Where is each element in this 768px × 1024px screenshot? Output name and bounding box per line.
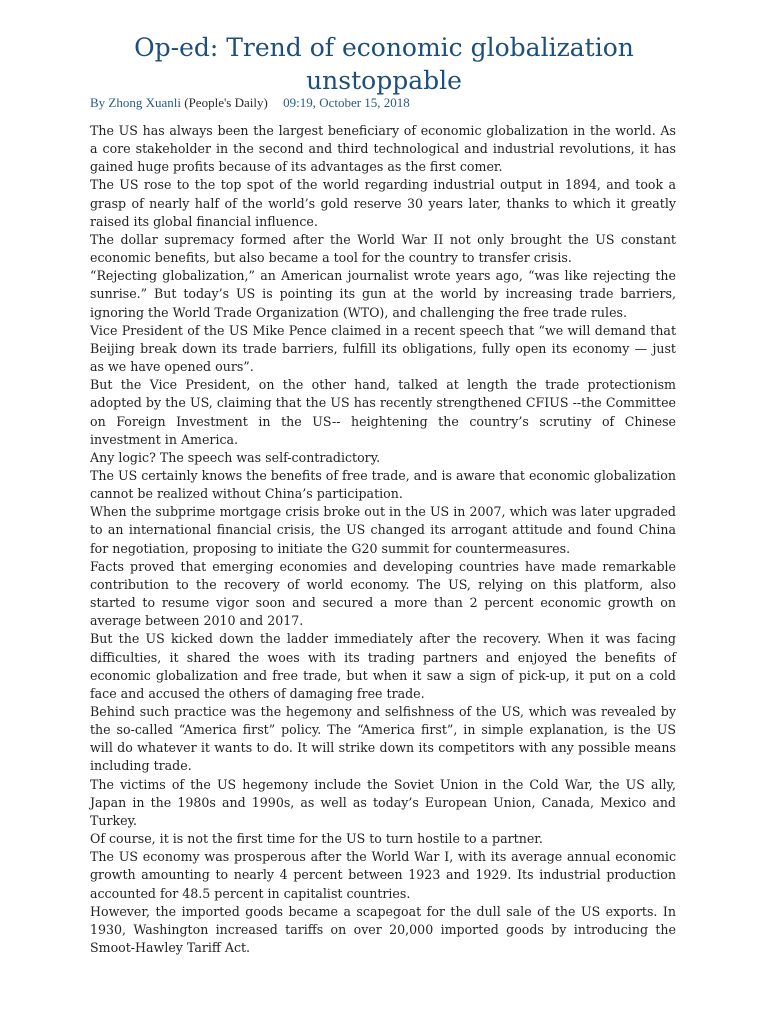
article-paragraph: Facts proved that emerging economies and developing countries have made remarkable contribution to the recovery of world economy. The US, relying on this platform, also started to resume vigor soon and secured a more than 2 percent economic growth on average between 2010 and 2017. [90, 558, 676, 629]
article-paragraph: The US certainly knows the benefits of free trade, and is aware that economic globalization cannot be realized without China’s participation. [90, 467, 676, 502]
article-byline [90, 95, 410, 111]
article-paragraph: When the subprime mortgage crisis broke out in the US in 2007, which was later upgraded to an international financial crisis, the US changed its arrogant attitude and found China for negotiation, proposing to initiate the G20 summit for countermeasures. [90, 504, 676, 556]
byline-source: (People's Daily) [184, 95, 268, 110]
article-title: Op-ed: Trend of economic globalization unstoppable [134, 33, 634, 95]
article-paragraph: The US has always been the largest beneficiary of economic globalization in the world. As a core stakeholder in the second and third technological and industrial revolutions, it has gained huge profits because of its advantages as the first comer. [90, 123, 676, 175]
article-paragraph: However, the imported goods became a scapegoat for the dull sale of the US exports. In 1930, Washington increased tariffs on over 20,000 imported goods by introducing the Smoot-Hawley Tariff Act. [90, 903, 676, 956]
article-paragraph: The US economy was prosperous after the World War I, with its average annual economic growth amounting to nearly 4 percent between 1923 and 1929. Its industrial production accounted for 48.5 percent in capitalist countries. [90, 849, 676, 901]
article-paragraph: “Rejecting globalization,” an American journalist wrote years ago, “was like rejecting the sunrise.” But today’s US is pointing its gun at the world by increasing trade barriers, ignoring the World Trade Organization (WTO), and challenging the free trade rules. [90, 268, 676, 320]
article-paragraph: The victims of the US hegemony include the Soviet Union in the Cold War, the US ally, Japan in the 1980s and 1990s, as well as today’s European Union, Canada, Mexico and Turkey. [90, 776, 676, 828]
article-paragraph: Of course, it is not the first time for the US to turn hostile to a partner. [90, 831, 543, 847]
byline-timestamp: 09:19, October 15, 2018 [283, 95, 410, 110]
article-paragraph: But the US kicked down the ladder immediately after the recovery. When it was facing difficulties, it shared the woes with its trading partners and enjoyed the benefits of economic globalization and free trade, but when it saw a sign of pick-up, it put on a cold face and accused the others of damaging free trade. [90, 631, 676, 701]
article-paragraph: But the Vice President, on the other hand, talked at length the trade protectionism adopted by the US, claiming that the US has recently strengthened CFIUS --the Committee on Foreign Investment in the US-- heightening the country’s scrutiny of Chinese investment in America. [90, 377, 676, 447]
article-paragraph: The US rose to the top spot of the world regarding industrial output in 1894, and took a grasp of nearly half of the world’s gold reserve 30 years later, thanks to which it greatly raised its global financial influence. [90, 177, 676, 229]
article-paragraph: Vice President of the US Mike Pence claimed in a recent speech that “we will demand that Beijing break down its trade barriers, fulfill its obligations, fully open its economy — just as we have opened ours”. [90, 322, 676, 375]
byline-author: By Zhong Xuanli [90, 95, 181, 110]
article-paragraph: The dollar supremacy formed after the World War II not only brought the US constant economic benefits, but also became a tool for the country to transfer crisis. [90, 231, 676, 266]
article-body [90, 122, 676, 957]
article-paragraph: Any logic? The speech was self-contradictory. [90, 449, 381, 465]
article-paragraph: Behind such practice was the hegemony and selfishness of the US, which was revealed by the so-called “America first” policy. The “America first”, in simple explanation, is the US will do whatever it wants to do. It will strike down its competitors with any possible means including trade. [90, 704, 676, 774]
